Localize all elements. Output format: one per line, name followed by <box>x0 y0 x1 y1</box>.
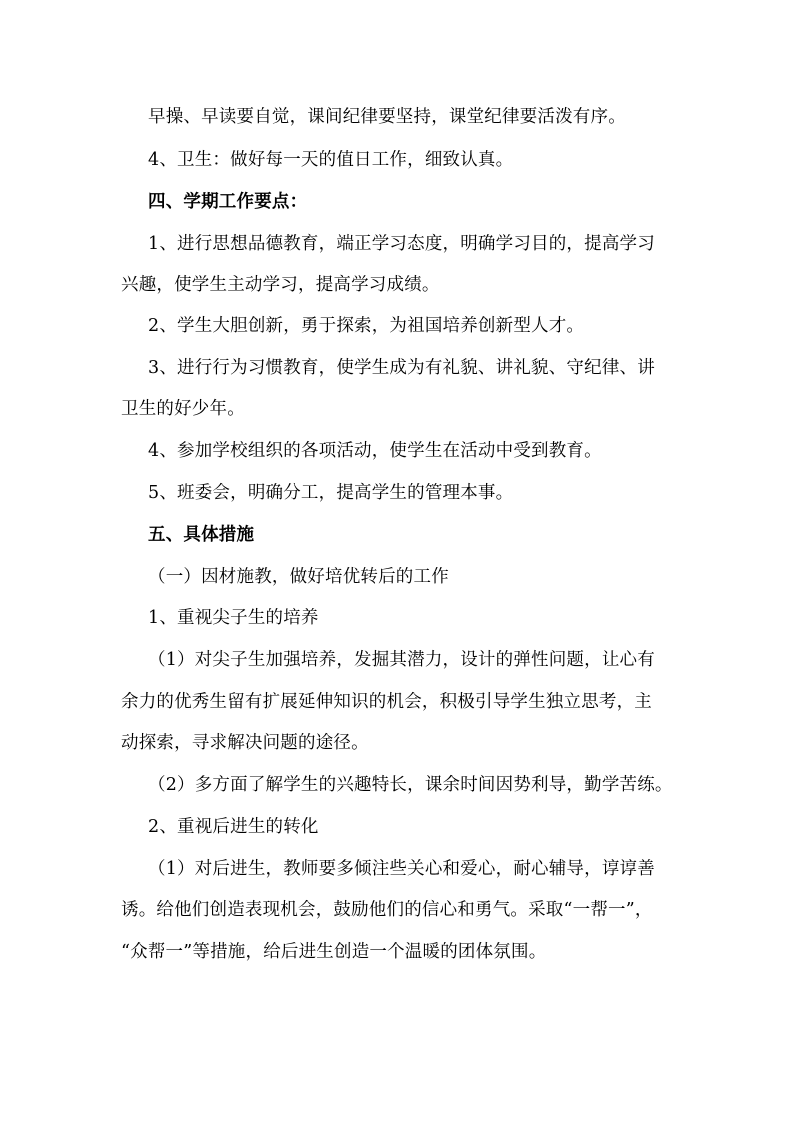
paragraph-line: 余力的优秀生留有扩展延伸知识的机会，积极引导学生独立思考，主 <box>121 692 652 712</box>
paragraph-line: 4、卫生：做好每一天的值日工作，细致认真。 <box>148 150 514 170</box>
section-heading-5: 五、具体措施 <box>148 525 255 545</box>
paragraph-line: 5、班委会，明确分工，提高学生的管理本事。 <box>148 483 514 503</box>
paragraph-line: 诱。给他们创造表现机会，鼓励他们的信心和勇气。采取“一帮一”， <box>121 900 653 920</box>
paragraph-line: 兴趣，使学生主动学习，提高学习成绩。 <box>121 275 440 295</box>
paragraph-line: 3、进行行为习惯教育，使学生成为有礼貌、讲礼貌、守纪律、讲 <box>148 358 655 378</box>
paragraph-line: 动探索，寻求解决问题的途径。 <box>121 733 369 753</box>
paragraph-line: 早操、早读要自觉，课间纪律要坚持，课堂纪律要活泼有序。 <box>148 107 626 127</box>
paragraph-line: 1、进行思想品德教育，端正学习态度，明确学习目的，提高学习 <box>148 234 655 254</box>
paragraph-line: （1）对尖子生加强培养，发掘其潜力，设计的弹性问题，让心有 <box>148 650 655 670</box>
section-heading-4: 四、学期工作要点： <box>148 192 308 212</box>
paragraph-line: 4、参加学校组织的各项活动，使学生在活动中受到教育。 <box>148 441 602 461</box>
paragraph-line: （1）对后进生，教师要多倾注些关心和爱心，耐心辅导，谆谆善 <box>148 859 655 879</box>
paragraph-line: （2）多方面了解学生的兴趣特长，课余时间因势利导，勤学苦练。 <box>148 775 673 795</box>
paragraph-line: 2、学生大胆创新，勇于探索，为祖国培养创新型人才。 <box>148 316 585 336</box>
subsection-heading: （一）因材施教，做好培优转后的工作 <box>148 567 449 587</box>
paragraph-line: “众帮一”等措施，给后进生创造一个温暖的团体氛围。 <box>121 942 547 962</box>
paragraph-line: 2、重视后进生的转化 <box>148 817 319 837</box>
paragraph-line: 1、重视尖子生的培养 <box>148 608 319 628</box>
paragraph-line: 卫生的好少年。 <box>121 399 245 419</box>
